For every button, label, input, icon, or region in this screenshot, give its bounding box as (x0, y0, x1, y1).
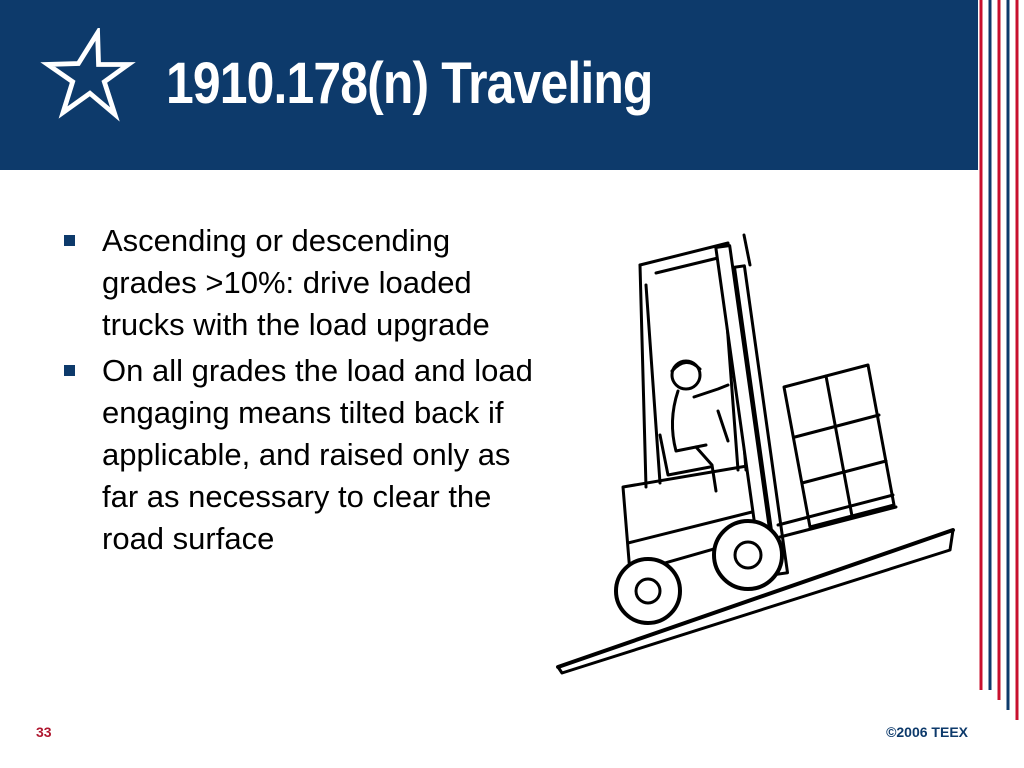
bullet-text: On all grades the load and load engaging means tilted back if applicable, and raised only as far as necessary to clear the road surface (102, 353, 533, 556)
square-bullet-icon (64, 235, 75, 246)
copyright-text: ©2006 TEEX (886, 724, 968, 740)
bullet-text: Ascending or descending grades >10%: drive loaded trucks with the load upgrade (102, 223, 490, 342)
list-item (62, 220, 542, 346)
forklift-on-ramp-illustration (548, 225, 968, 700)
header-divider (0, 165, 972, 170)
bullet-list (62, 220, 542, 564)
slide-title: 1910.178(n) Traveling (166, 51, 653, 116)
slide-header (0, 0, 972, 165)
list-item (62, 350, 542, 560)
star-outline-icon (40, 28, 136, 124)
page-number: 33 (36, 724, 52, 740)
decorative-stripes (972, 0, 1024, 768)
square-bullet-icon (64, 365, 75, 376)
